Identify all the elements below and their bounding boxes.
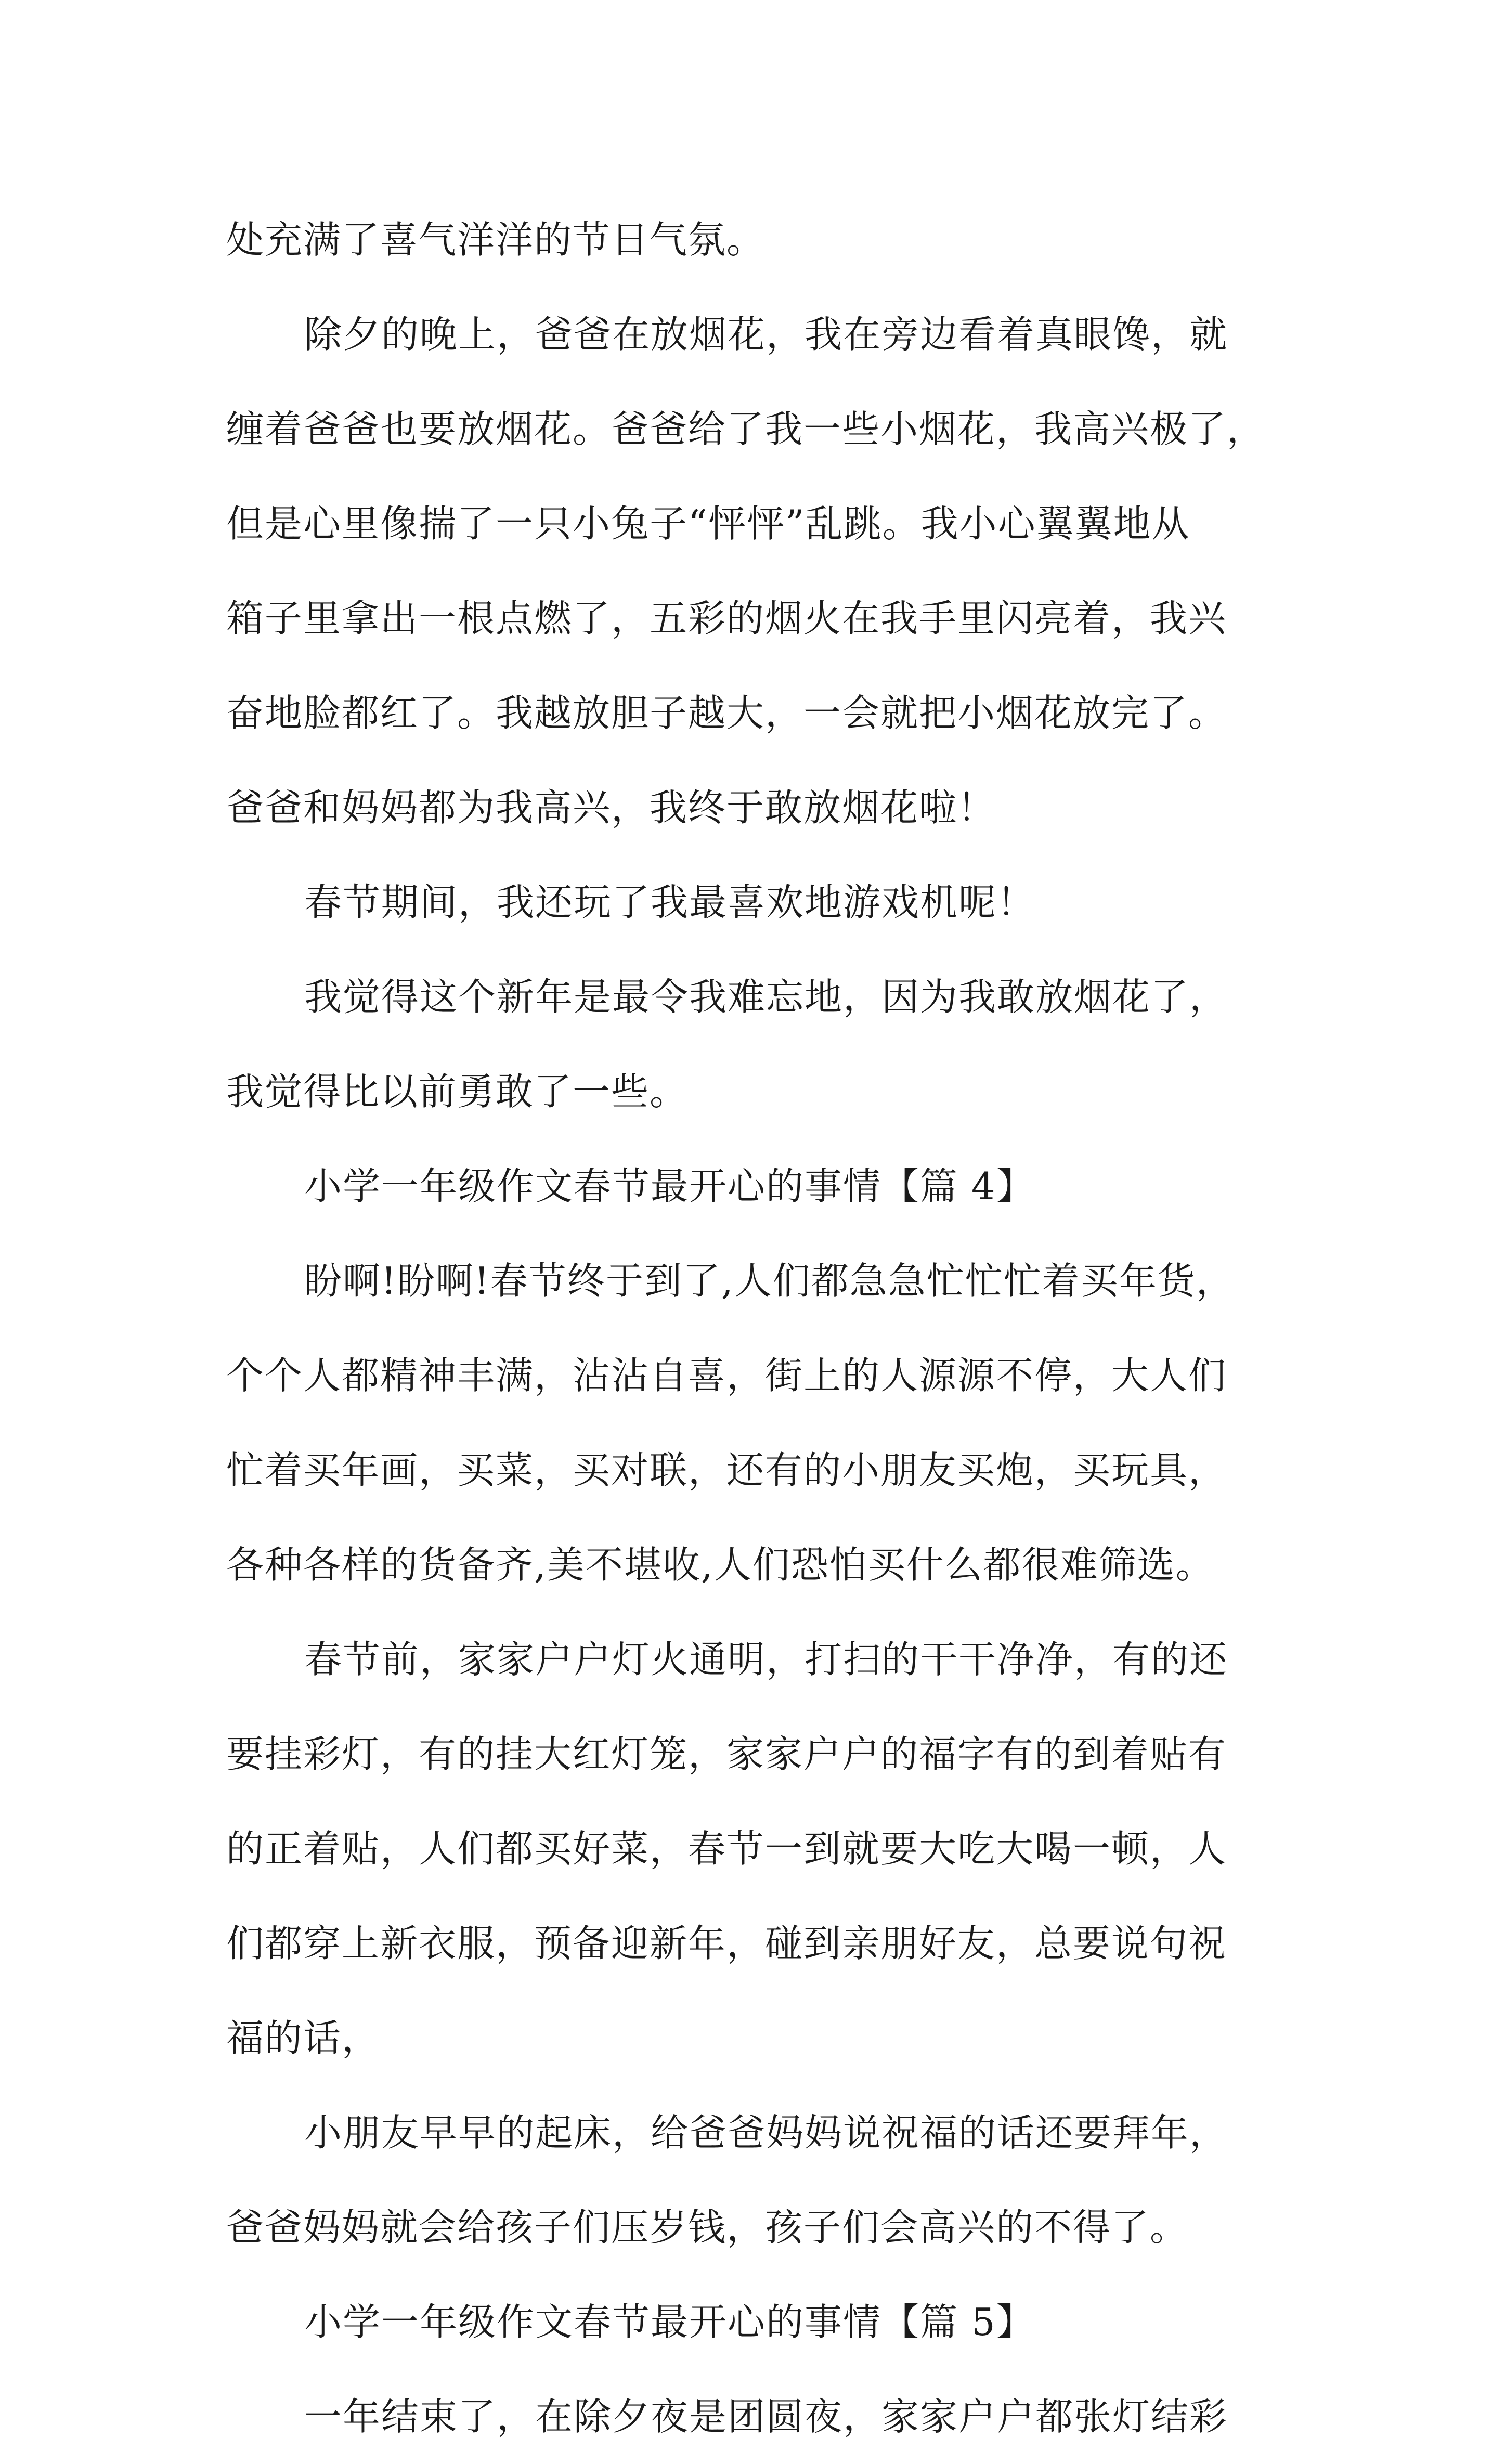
- text-line: 福的话，: [226, 2016, 381, 2060]
- text-line: 要挂彩灯，有的挂大红灯笼，家家户户的福字有的到着贴有: [226, 1732, 1227, 1776]
- text-line: 我觉得这个新年是最令我难忘地，因为我敢放烟花了，: [304, 975, 1228, 1019]
- text-line: 缠着爸爸也要放烟花。爸爸给了我一些小烟花，我高兴极了，: [226, 407, 1266, 451]
- text-line: 的正着贴，人们都买好菜，春节一到就要大吃大喝一顿，人: [226, 1827, 1227, 1871]
- section-heading: 小学一年级作文春节最开心的事情【篇 5】: [304, 2300, 1035, 2344]
- text-line: 爸爸妈妈就会给孩子们压岁钱，孩子们会高兴的不得了。: [226, 2206, 1189, 2249]
- text-line: 箱子里拿出一根点燃了，五彩的烟火在我手里闪亮着，我兴: [226, 596, 1227, 640]
- text-line: 忙着买年画，买菜，买对联，还有的小朋友买炮，买玩具，: [226, 1448, 1227, 1492]
- text-line: 盼啊!盼啊!春节终于到了,人们都急急忙忙忙着买年货，: [304, 1259, 1235, 1303]
- text-line: 春节期间，我还玩了我最喜欢地游戏机呢！: [304, 880, 1036, 924]
- section-heading: 小学一年级作文春节最开心的事情【篇 4】: [304, 1164, 1035, 1208]
- text-line: 春节前，家家户户灯火通明，打扫的干干净净，有的还: [304, 1638, 1228, 1681]
- text-line: 处充满了喜气洋洋的节日气氛。: [226, 218, 766, 262]
- text-line: 一年结束了，在除夕夜是团圆夜，家家户户都张灯结彩: [304, 2395, 1228, 2439]
- text-line: 个个人都精神丰满，沾沾自喜，街上的人源源不停，大人们: [226, 1354, 1227, 1397]
- text-line: 们都穿上新衣服，预备迎新年，碰到亲朋好友，总要说句祝: [226, 1922, 1227, 1965]
- text-line: 但是心里像揣了一只小兔子“怦怦”乱跳。我小心翼翼地从: [226, 502, 1190, 546]
- text-line: 小朋友早早的起床，给爸爸妈妈说祝福的话还要拜年，: [304, 2111, 1228, 2155]
- document-body: [226, 192, 1308, 2464]
- text-line: 除夕的晚上，爸爸在放烟花，我在旁边看着真眼馋，就: [304, 313, 1228, 356]
- text-line: 爸爸和妈妈都为我高兴，我终于敢放烟花啦！: [226, 786, 996, 829]
- text-line: 奋地脸都红了。我越放胆子越大，一会就把小烟花放完了。: [226, 691, 1227, 735]
- text-line: 我觉得比以前勇敢了一些。: [226, 1070, 689, 1113]
- text-line: 各种各样的货备齐,美不堪收,人们恐怕买什么都很难筛选。: [226, 1543, 1214, 1587]
